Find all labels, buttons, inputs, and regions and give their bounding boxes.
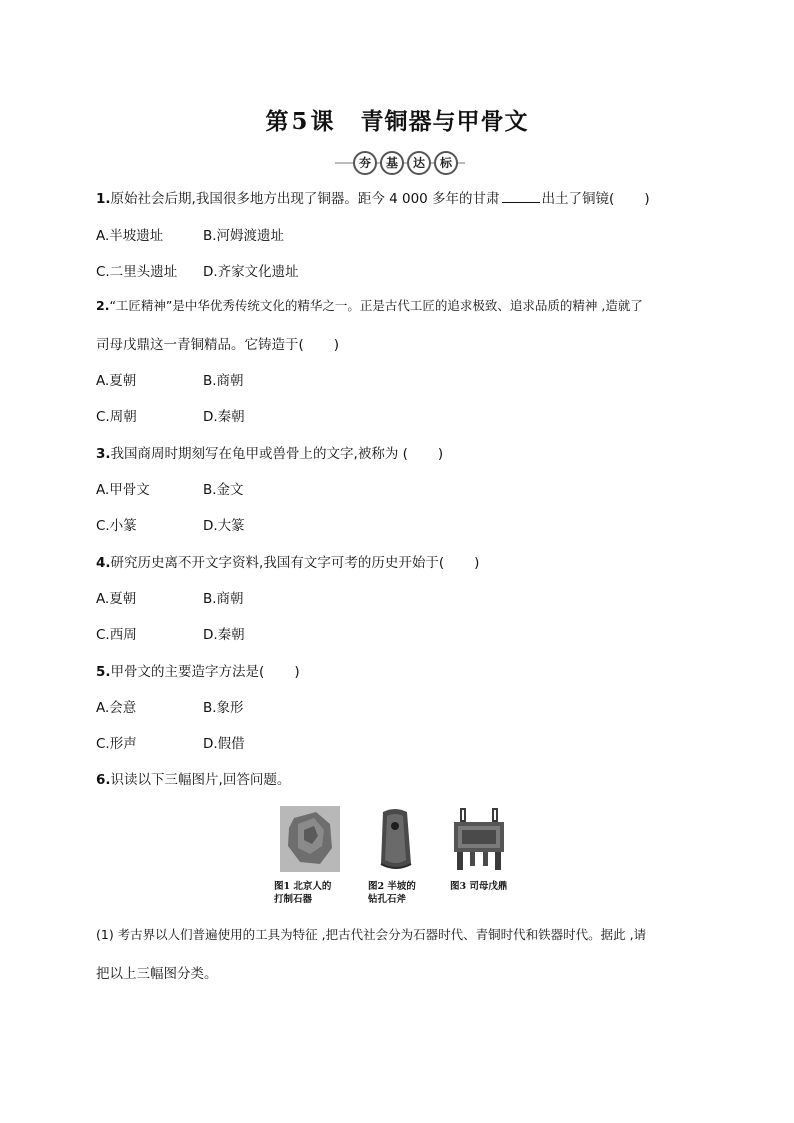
- figure-group: [270, 806, 540, 916]
- options-row: [96, 623, 245, 643]
- option-b[interactable]: B.金文: [203, 482, 244, 498]
- option-b[interactable]: B.河姆渡遗址: [203, 228, 285, 244]
- subquestion-text: 把以上三幅图分类。: [96, 966, 218, 982]
- caption-line: 钻孔石斧: [368, 894, 407, 905]
- bronze-ding-image: [450, 806, 508, 872]
- question-3: [96, 442, 443, 462]
- option-c[interactable]: C.二里头遗址: [96, 264, 178, 280]
- caption-line: 图2 半坡的: [368, 881, 416, 892]
- option-b[interactable]: B.商朝: [203, 373, 244, 389]
- question-close: ): [437, 446, 444, 462]
- question-text: 司母戊鼎这一青铜精品。它铸造于(: [96, 337, 304, 353]
- page-title: [0, 103, 794, 136]
- question-1: [96, 187, 650, 207]
- option-d[interactable]: D.秦朝: [203, 409, 245, 425]
- question-4: [96, 551, 479, 571]
- question-number: 1.: [96, 191, 111, 207]
- answer-blank[interactable]: [502, 190, 540, 203]
- option-c[interactable]: C.小篆: [96, 518, 137, 534]
- option-a[interactable]: A.甲骨文: [96, 482, 150, 498]
- question-text: 我国商周时期刻写在龟甲或兽骨上的文字,被称为 (: [110, 446, 408, 462]
- question-close: ): [644, 191, 650, 207]
- question-close: ): [294, 664, 300, 680]
- options-row: [96, 478, 244, 498]
- title-suffix: 课: [310, 108, 335, 135]
- options-row: [96, 260, 299, 280]
- figure-stone-axe: [375, 806, 417, 872]
- options-row: [96, 587, 244, 607]
- question-text: 甲骨文的主要造字方法是(: [110, 664, 265, 680]
- figure-bronze-ding: [450, 806, 508, 872]
- stone-axe-image: [375, 806, 417, 872]
- option-d[interactable]: D.假借: [203, 736, 245, 752]
- options-row: [96, 224, 284, 244]
- banner-char: 达: [407, 151, 431, 175]
- option-b[interactable]: B.商朝: [203, 591, 244, 607]
- banner-char: 夯: [353, 151, 377, 175]
- banner-char: 标: [434, 151, 458, 175]
- caption-line: 图3 司母戊鼎: [450, 881, 508, 892]
- subquestion-1-line2: [96, 962, 218, 982]
- lesson-number: 5: [291, 108, 309, 135]
- figure-stone-tool: [280, 806, 340, 872]
- question-number: 4.: [96, 555, 111, 571]
- question-5: [96, 660, 300, 680]
- question-text: 原始社会后期,我国很多地方出现了铜器。距今 4 000 多年的甘肃: [110, 191, 500, 207]
- question-close: ): [333, 337, 340, 353]
- question-number: 3.: [96, 446, 111, 462]
- figure-1-caption: [274, 880, 331, 906]
- option-d[interactable]: D.齐家文化遗址: [203, 264, 299, 280]
- question-number: 5.: [96, 664, 111, 680]
- figure-3-caption: [450, 880, 507, 893]
- subquestion-1: [96, 925, 646, 943]
- subquestion-text: (1) 考古界以人们普遍使用的工具为特征 ,把古代社会分为石器时代、青铜时代和铁器时代。据此 ,请: [96, 927, 647, 942]
- lesson-name: 青铜器与甲骨文: [360, 108, 529, 135]
- option-a[interactable]: A.会意: [96, 700, 137, 716]
- option-d[interactable]: D.秦朝: [203, 627, 245, 643]
- question-text: 出土了铜镜(: [541, 191, 615, 207]
- banner-char: 基: [380, 151, 404, 175]
- options-row: [96, 732, 245, 752]
- option-b[interactable]: B.象形: [203, 700, 244, 716]
- chipped-stone-image: [280, 806, 340, 872]
- question-number: 2.: [96, 298, 110, 313]
- caption-line: 图1 北京人的: [274, 881, 332, 892]
- figure-2-caption: [368, 880, 416, 906]
- question-text: “工匠精神”是中华优秀传统文化的精华之一。正是古代工匠的追求极致、追求品质的精神 ,造就了: [109, 298, 643, 313]
- caption-line: 打制石器: [274, 894, 313, 905]
- section-banner: [335, 150, 465, 176]
- option-a[interactable]: A.半坡遗址: [96, 228, 164, 244]
- options-row: [96, 405, 245, 425]
- option-c[interactable]: C.西周: [96, 627, 137, 643]
- option-a[interactable]: A.夏朝: [96, 373, 137, 389]
- option-c[interactable]: C.形声: [96, 736, 137, 752]
- options-row: [96, 369, 244, 389]
- question-close: ): [474, 555, 480, 571]
- option-d[interactable]: D.大篆: [203, 518, 245, 534]
- options-row: [96, 514, 245, 534]
- question-text: 识读以下三幅图片,回答问题。: [110, 772, 291, 788]
- question-2: [96, 296, 643, 314]
- option-a[interactable]: A.夏朝: [96, 591, 137, 607]
- options-row: [96, 696, 244, 716]
- title-prefix: 第: [265, 108, 290, 135]
- question-2-line2: [96, 333, 339, 353]
- question-text: 研究历史离不开文字资料,我国有文字可考的历史开始于(: [110, 555, 445, 571]
- question-number: 6.: [96, 772, 111, 788]
- option-c[interactable]: C.周朝: [96, 409, 137, 425]
- question-6: [96, 768, 290, 788]
